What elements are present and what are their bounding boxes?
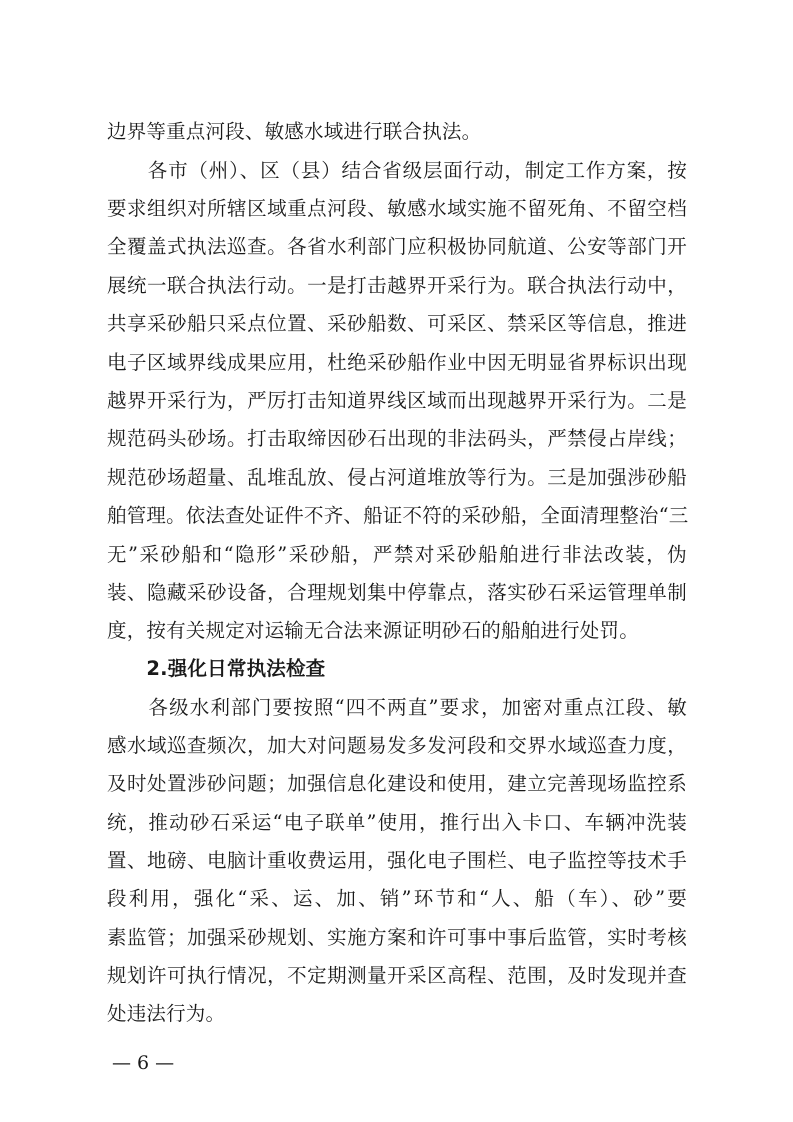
paragraph-line: 越界开采行为，严厉打击知道界线区域而出现越界开采行为。二是	[107, 389, 687, 412]
paragraph-line: 规范码头砂场。打击取缔因砂石出现的非法码头，严禁侵占岸线；	[107, 427, 687, 450]
paragraph-line: 要求组织对所辖区域重点河段、敏感水域实施不留死角、不留空档	[107, 197, 687, 220]
paragraph-line: 边界等重点河段、敏感水域进行联合执法。	[107, 120, 482, 143]
paragraph-line: 全覆盖式执法巡查。各省水利部门应积极协同航道、公安等部门开	[107, 235, 687, 258]
paragraph-line: 共享采砂船只采点位置、采砂船数、可采区、禁采区等信息，推进	[107, 312, 687, 335]
paragraph-line: 置、地磅、电脑计重收费运用，强化电子围栏、电子监控等技术手	[107, 849, 687, 872]
paragraph-line: 装、隐藏采砂设备，合理规划集中停靠点，落实砂石采运管理单制	[107, 581, 687, 604]
paragraph-line: 段利用，强化“采、运、加、销”环节和“人、船（车）、砂”要	[107, 887, 687, 910]
paragraph-line: 统，推动砂石采运“电子联单”使用，推行出入卡口、车辆冲洗装	[107, 811, 687, 834]
paragraph-line: 素监管；加强采砂规划、实施方案和许可事中事后监管，实时考核	[107, 926, 687, 949]
paragraph-line: 无”采砂船和“隐形”采砂船，严禁对采砂船舶进行非法改装，伪	[107, 543, 687, 566]
paragraph-line: 电子区域界线成果应用，杜绝采砂船作业中因无明显省界标识出现	[107, 351, 687, 374]
paragraph-line: 及时处置涉砂问题；加强信息化建设和使用，建立完善现场监控系	[107, 772, 687, 795]
paragraph-line: 舶管理。依法查处证件不齐、船证不符的采砂船，全面清理整治“三	[107, 504, 689, 527]
paragraph-line: 各级水利部门要按照“四不两直”要求，加密对重点江段、敏	[107, 696, 687, 719]
paragraph-line: 处违法行为。	[107, 1002, 226, 1025]
page-number: — 6 —	[112, 1052, 175, 1074]
section-heading: 2.强化日常执法检查	[107, 657, 326, 680]
paragraph-line: 感水域巡查频次，加大对问题易发多发河段和交界水域巡查力度，	[107, 734, 687, 757]
paragraph-line: 展统一联合执法行动。一是打击越界开采行为。联合执法行动中，	[107, 274, 687, 297]
paragraph-line: 各市（州）、区（县）结合省级层面行动，制定工作方案，按	[107, 159, 687, 182]
paragraph-line: 度，按有关规定对运输无合法来源证明砂石的船舶进行处罚。	[107, 619, 639, 642]
paragraph-line: 规范砂场超量、乱堆乱放、侵占河道堆放等行为。三是加强涉砂船	[107, 466, 687, 489]
paragraph-line: 规划许可执行情况，不定期测量开采区高程、范围，及时发现并查	[107, 964, 687, 987]
